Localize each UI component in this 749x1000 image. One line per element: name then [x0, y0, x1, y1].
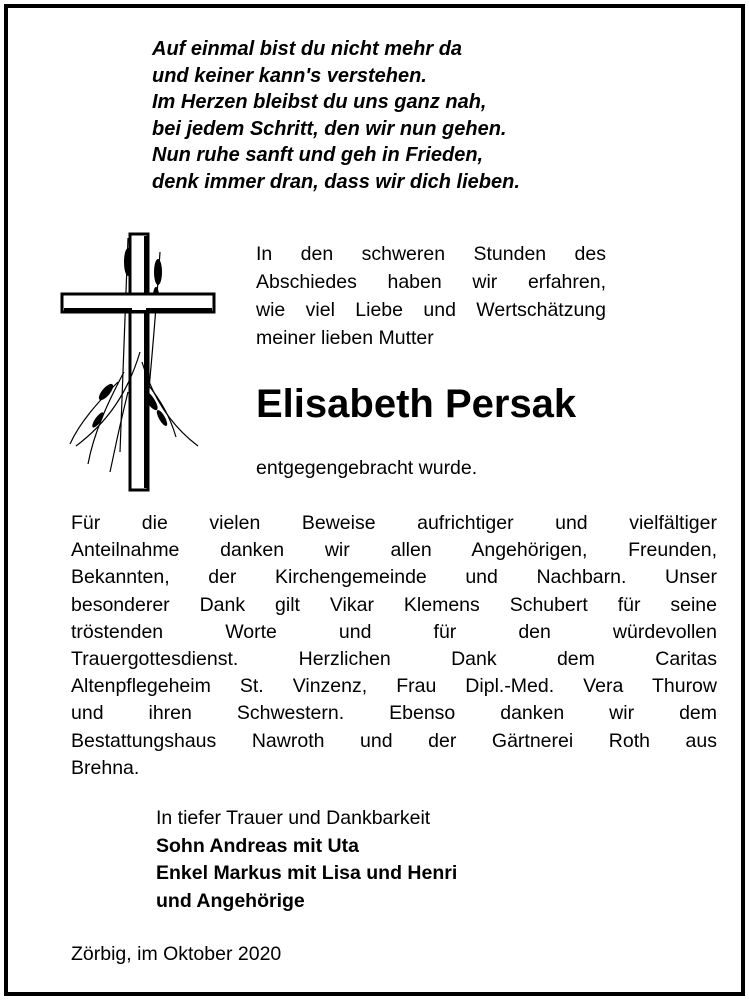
poem — [152, 36, 520, 195]
paragraph-line: Bekannten, der Kirchengemeinde und Nachbarn. Unser — [71, 566, 717, 589]
paragraph-line: Anteilnahme danken wir allen Angehörigen, Freunden, — [71, 539, 717, 562]
paragraph-line: Brehna. — [71, 756, 140, 779]
paragraph-line: und ihren Schwestern. Ebenso danken wir dem — [71, 702, 717, 725]
intro-line: meiner lieben Mutter — [256, 327, 434, 349]
deceased-name: Elisabeth Persak — [256, 382, 577, 426]
intro-line: wie viel Liebe und Wertschätzung — [256, 299, 606, 321]
paragraph-line: tröstenden Worte und für den würdevollen — [71, 620, 717, 643]
paragraph-line: Bestattungshaus Nawroth und der Gärtnerei Roth aus — [71, 729, 717, 752]
intro-text — [256, 240, 606, 352]
cross-with-wheat-icon — [58, 232, 218, 494]
paragraph-line: Altenpflegeheim St. Vinzenz, Frau Dipl.-Med. Vera Thurow — [71, 675, 717, 698]
paragraph-line: Für die vielen Beweise aufrichtiger und vielfältiger — [71, 512, 717, 534]
after-name-text: entgegengebracht wurde. — [256, 457, 478, 479]
paragraph-line: besonderer Dank gilt Vikar Klemens Schubert für seine — [71, 593, 717, 616]
signature-intro: In tiefer Trauer und Dankbarkeit — [156, 807, 431, 829]
poem-line: Im Herzen bleibst du uns ganz nah, — [152, 91, 487, 113]
poem-line: Auf einmal bist du nicht mehr da — [152, 38, 463, 60]
poem-line: und keiner kann's verstehen. — [152, 64, 427, 87]
signature-block — [156, 805, 457, 915]
intro-line: Abschiedes haben wir erfahren, — [256, 271, 606, 293]
poem-line: Nun ruhe sanft und geh in Frieden, — [152, 144, 484, 166]
signature-name: Sohn Andreas mit Uta — [156, 834, 359, 857]
poem-line: denk immer dran, dass wir dich lieben. — [152, 170, 520, 193]
intro-line: In den schweren Stunden des — [256, 243, 606, 265]
signature-name: Enkel Markus mit Lisa und Henri — [156, 862, 458, 885]
place-date: Zörbig, im Oktober 2020 — [71, 943, 282, 965]
paragraph-line: Trauergottesdienst. Herzlichen Dank dem Caritas — [71, 648, 717, 671]
poem-line: bei jedem Schritt, den wir nun gehen. — [152, 117, 507, 140]
signature-name: und Angehörige — [156, 889, 305, 912]
thanks-paragraph — [71, 510, 717, 782]
